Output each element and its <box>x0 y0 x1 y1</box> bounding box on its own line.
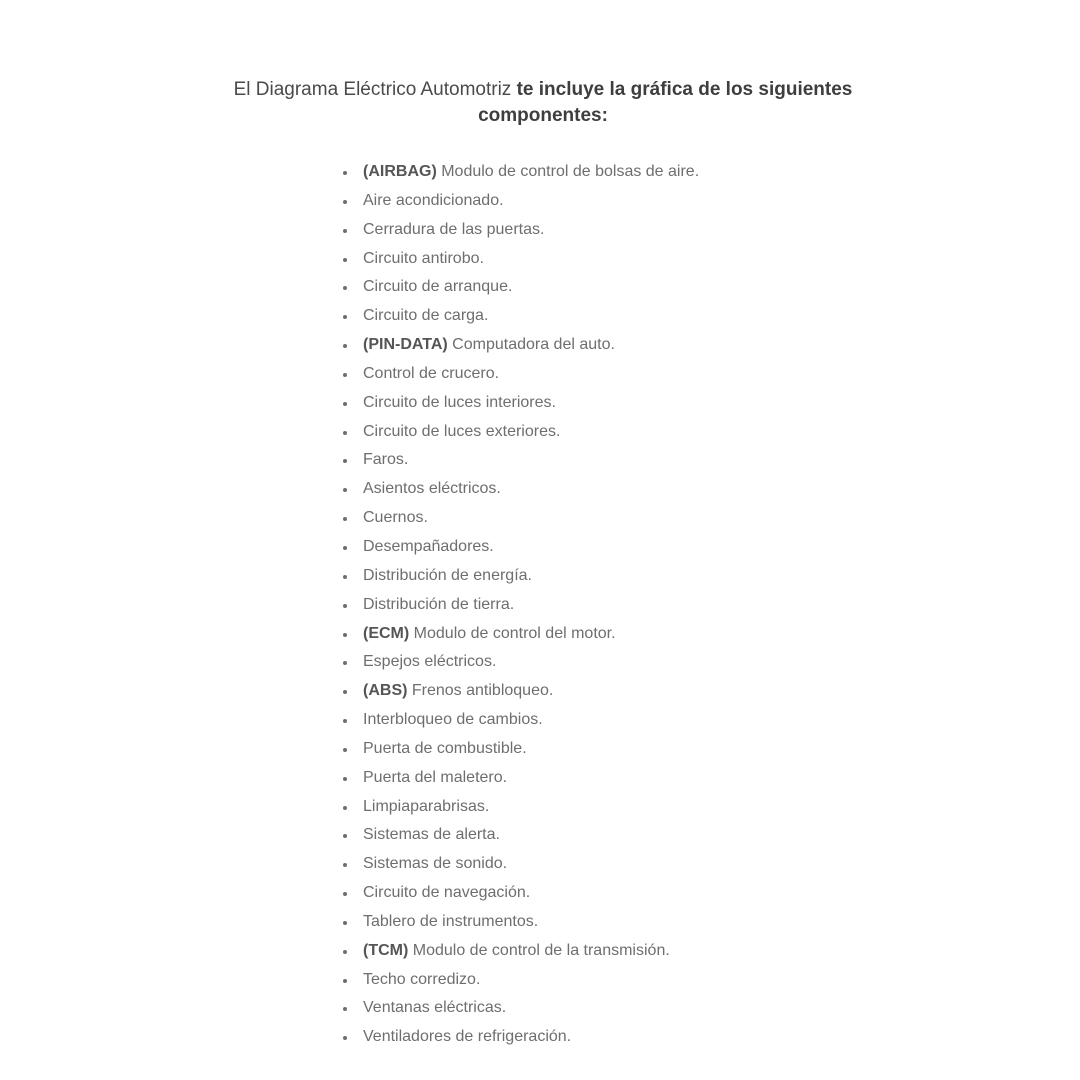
list-item-text: Circuito de carga. <box>363 307 489 325</box>
list-item <box>341 764 699 793</box>
list-item <box>341 994 699 1023</box>
list-item <box>341 158 699 187</box>
list-item <box>341 793 699 822</box>
list-item <box>341 216 699 245</box>
list-item <box>341 302 699 331</box>
list-item <box>341 533 699 562</box>
heading-bold-text: te incluye la gráfica de los siguientes componentes: <box>478 79 853 126</box>
list-item <box>341 908 699 937</box>
list-item-text: Circuito de navegación. <box>363 884 531 902</box>
list-item-text: Puerta del maletero. <box>363 768 508 786</box>
list-item-text: Distribución de energía. <box>363 566 532 584</box>
list-item-text: Asientos eléctricos. <box>363 480 501 498</box>
list-item <box>341 418 699 447</box>
list-item-text: Ventanas eléctricas. <box>363 999 507 1017</box>
list-item <box>341 504 699 533</box>
list-item <box>341 475 699 504</box>
list-item <box>341 446 699 475</box>
page-heading <box>200 77 886 129</box>
list-item <box>341 187 699 216</box>
list-item-text: Faros. <box>363 451 409 469</box>
list-item-abbreviation: (PIN-DATA) <box>363 336 448 354</box>
list-item <box>341 273 699 302</box>
list-item <box>341 331 699 360</box>
components-list <box>341 158 699 1052</box>
list-item <box>341 879 699 908</box>
list-item-text: Modulo de control de la transmisión. <box>408 941 670 959</box>
list-item-text: Circuito de luces exteriores. <box>363 422 561 440</box>
list-item <box>341 850 699 879</box>
list-item <box>341 937 699 966</box>
list-item-text: Cuernos. <box>363 509 428 527</box>
list-item-text: Control de crucero. <box>363 364 500 382</box>
list-item-text: Sistemas de alerta. <box>363 826 500 844</box>
list-item <box>341 706 699 735</box>
list-item-text: Cerradura de las puertas. <box>363 220 545 238</box>
list-item-text: Circuito de arranque. <box>363 278 513 296</box>
list-item-text: Tablero de instrumentos. <box>363 912 539 930</box>
list-item <box>341 735 699 764</box>
list-item <box>341 648 699 677</box>
list-item-text: Espejos eléctricos. <box>363 653 497 671</box>
list-item-abbreviation: (TCM) <box>363 941 409 959</box>
list-item-text: Distribución de tierra. <box>363 595 515 613</box>
list-item-text: Limpiaparabrisas. <box>363 797 490 815</box>
list-item-abbreviation: (ECM) <box>363 624 410 642</box>
list-item-text: Ventiladores de refrigeración. <box>363 1028 572 1046</box>
list-item-text: Puerta de combustible. <box>363 739 527 757</box>
list-item-text: Circuito de luces interiores. <box>363 393 556 411</box>
list-item-text: Frenos antibloqueo. <box>407 682 554 700</box>
list-item <box>341 620 699 649</box>
list-item <box>341 562 699 591</box>
list-item-abbreviation: (ABS) <box>363 682 408 700</box>
list-item <box>341 1023 699 1052</box>
list-item <box>341 677 699 706</box>
heading-normal-text: El Diagrama Eléctrico Automotriz <box>233 79 517 100</box>
list-item-text: Desempañadores. <box>363 537 494 555</box>
list-item-text: Aire acondicionado. <box>363 191 504 209</box>
list-item <box>341 389 699 418</box>
list-item-text: Modulo de control de bolsas de aire. <box>436 163 700 180</box>
list-item-text: Techo corredizo. <box>363 970 481 988</box>
list-item <box>341 360 699 389</box>
list-item <box>341 966 699 995</box>
list-item-text: Interbloqueo de cambios. <box>363 711 543 729</box>
list-item <box>341 245 699 274</box>
list-item-text: Modulo de control del motor. <box>409 624 616 642</box>
list-item-text: Sistemas de sonido. <box>363 855 508 873</box>
list-item <box>341 821 699 850</box>
list-item-abbreviation: (AIRBAG) <box>363 163 437 180</box>
list-item <box>341 591 699 620</box>
list-item-text: Circuito antirobo. <box>363 249 484 267</box>
list-item-text: Computadora del auto. <box>447 336 615 354</box>
